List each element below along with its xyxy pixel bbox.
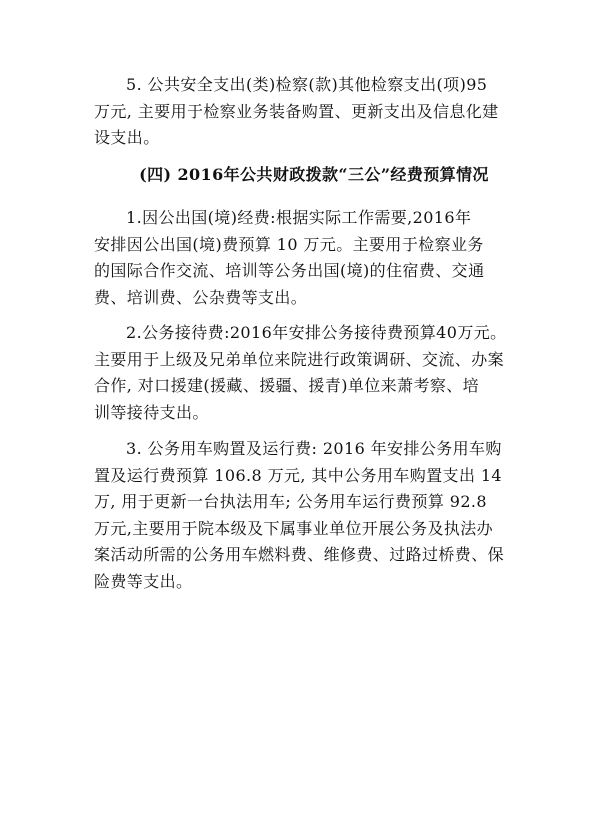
- item-1-line-2: 安排因公出国(境)费预算 10 万元。主要用于检察业务: [94, 234, 484, 254]
- item-3-paragraph: [94, 436, 506, 595]
- item-5-line-3: 设支出。: [94, 128, 160, 147]
- item-2-line-1: 2.公务接待费:2016年安排公务接待费预算40万元。: [126, 323, 507, 342]
- section-heading: (四) 2016年公共财政拨款“三公”经费预算情况: [139, 165, 489, 184]
- item-2-paragraph: [94, 320, 506, 426]
- item-1-line-1: 1.因公出国(境)经费:根据实际工作需要,2016年: [126, 208, 472, 227]
- item-1-line-3: 的国际合作交流、培训等公务出国(境)的住宿费、交通: [94, 261, 485, 280]
- item-3-line-6: 险费等支出。: [94, 571, 193, 591]
- item-5-line-1: 5. 公共安全支出(类)检察(款)其他检察支出(项)95: [126, 75, 488, 94]
- item-3-line-4: 万元,主要用于院本级及下属事业单位开展公务及执法办: [94, 518, 494, 538]
- item-2-line-3: 合作, 对口援建(援藏、援疆、援青)单位来萧考察、培: [94, 376, 480, 395]
- item-3-line-5: 案活动所需的公务用车燃料费、维修费、过路过桥费、保: [94, 545, 505, 564]
- item-3-line-2: 置及运行费预算 106.8 万元, 其中公务用车购置支出 14: [94, 465, 502, 485]
- item-1-line-4: 费、培训费、公杂费等支出。: [94, 287, 308, 307]
- item-2-line-2: 主要用于上级及兄弟单位来院进行政策调研、交流、办案: [94, 349, 505, 369]
- item-1-paragraph: [94, 205, 506, 311]
- item-3-line-1: 3. 公务用车购置及运行费: 2016 年安排公务用车购: [126, 439, 502, 458]
- item-3-line-3: 万, 用于更新一台执法用车; 公务用车运行费预算 92.8: [94, 492, 487, 511]
- item-5-paragraph: [94, 72, 506, 152]
- item-5-line-2: 万元, 主要用于检察业务装备购置、更新支出及信息化建: [94, 101, 499, 121]
- item-2-line-4: 训等接待支出。: [94, 402, 209, 422]
